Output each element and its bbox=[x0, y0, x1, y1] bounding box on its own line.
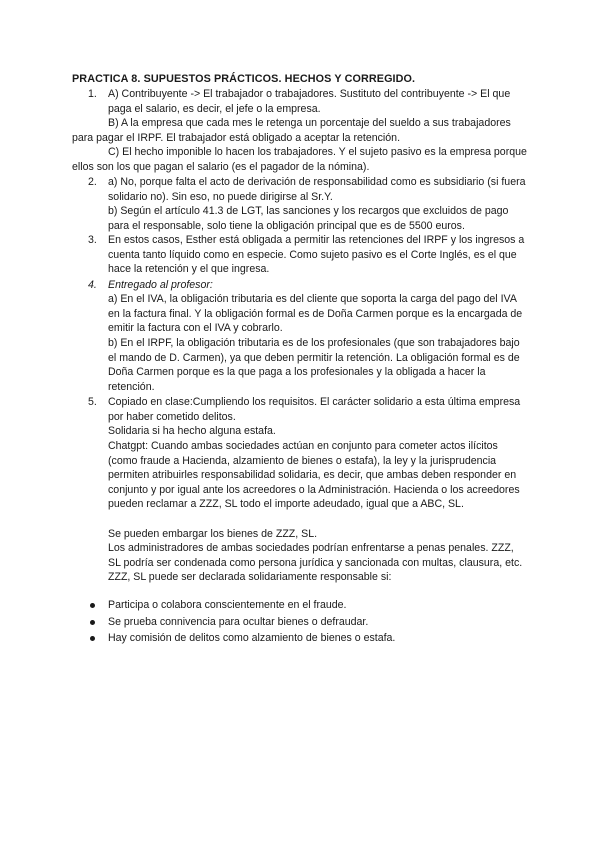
list-item-text: Hay comisión de delitos como alzamiento de bienes o estafa. bbox=[108, 632, 396, 645]
item-5-b: Solidaria si ha hecho alguna estafa. bbox=[108, 425, 276, 437]
item-3-text: En estos casos, Esther está obligada a permitir las retenciones del IRPF y los ingresos a cuenta tanto líquido como en especie. Como sujeto pasivo es el Corte Inglés, es el que hace la retención y el que ingresa. bbox=[108, 234, 525, 276]
item-number: 3. bbox=[88, 234, 97, 246]
item-5-c: Chatgpt: Cuando ambas sociedades actúan en conjunto para cometer actos ilícitos (como fraude a Hacienda, alzamiento de bienes o estafa), la ley y la jurisprudencia permiten atribuirles responsabilidad solidaria, es decir, que ambas deben responder en conjunto y por igual ante los acreedores o la Administración. Hacienda o los acreedores pueden reclamar a ZZZ, SL todo el importe adeudado, igual que a ABC, SL. bbox=[108, 440, 520, 511]
item-5-e: Los administradores de ambas sociedades podrían enfrentarse a penas penales. ZZZ, SL podría ser condenada como persona jurídica y sancionada con multas, clausura, etc. ZZZ, SL puede ser declarada solidariamente responsable si: bbox=[108, 542, 523, 584]
item-4-b: b) En el IRPF, la obligación tributaria es de los profesionales (que son trabajadores bajo el mando de D. Carmen), ya que deben permitir la retención. La obligación formal es de Doña Carmen porque es la que paga a los profesionales y la obligada a hacer la retención. bbox=[108, 337, 520, 393]
item-1-c: C) El hecho imponible lo hacen los trabajadores. Y el sujeto pasivo es la empresa porque ellos son los que pagan el salario (es el pagador de la nómina). bbox=[72, 146, 527, 173]
bullet-icon bbox=[90, 620, 95, 625]
bullet-icon bbox=[90, 603, 95, 608]
item-5-a: Copiado en clase:Cumpliendo los requisitos. El carácter solidario a esta última empresa por haber cometido delitos. bbox=[108, 396, 521, 423]
item-2-b: b) Según el artículo 41.3 de LGT, las sanciones y los recargos que excluidos de pago para el responsable, solo tiene la obligación principal que es de 5500 euros. bbox=[108, 205, 509, 232]
list-item bbox=[88, 631, 528, 648]
item-4-a: a) En el IVA, la obligación tributaria es del cliente que soporta la carga del pago del IVA en la factura final. Y la obligación formal es de Doña Carmen porque es la encargada de emitir la factura con el IVA y cobrarlo. bbox=[108, 293, 523, 335]
item-1-a: A) Contribuyente -> El trabajador o trabajadores. Sustituto del contribuyente -> El que paga el salario, es decir, el jefe o la empresa. bbox=[108, 88, 511, 115]
item-number: 4. bbox=[88, 279, 97, 291]
item-number: 5. bbox=[88, 396, 97, 408]
list-item bbox=[88, 615, 528, 632]
item-number: 2. bbox=[88, 176, 97, 188]
item-1-b: B) A la empresa que cada mes le retenga un porcentaje del sueldo a sus trabajadores para pagar el IRPF. El trabajador está obligado a aceptar la retención. bbox=[72, 117, 511, 144]
page-title: PRACTICA 8. SUPUESTOS PRÁCTICOS. HECHOS Y CORREGIDO. bbox=[72, 73, 416, 85]
bullet-icon bbox=[90, 636, 95, 641]
item-2-a: a) No, porque falta el acto de derivación de responsabilidad como es subsidiario (si fuera solidario no). Sin eso, no puede dirigirse al Sr.Y. bbox=[108, 176, 526, 203]
item-4-heading: Entregado al profesor: bbox=[108, 279, 213, 291]
list-item-text: Participa o colabora conscientemente en el fraude. bbox=[108, 599, 347, 611]
item-number: 1. bbox=[88, 88, 97, 100]
bullet-list bbox=[88, 598, 528, 648]
item-5-d: Se pueden embargar los bienes de ZZZ, SL. bbox=[108, 528, 318, 540]
list-item-text: Se prueba connivencia para ocultar bienes o defraudar. bbox=[108, 615, 369, 628]
list-item bbox=[88, 598, 528, 615]
